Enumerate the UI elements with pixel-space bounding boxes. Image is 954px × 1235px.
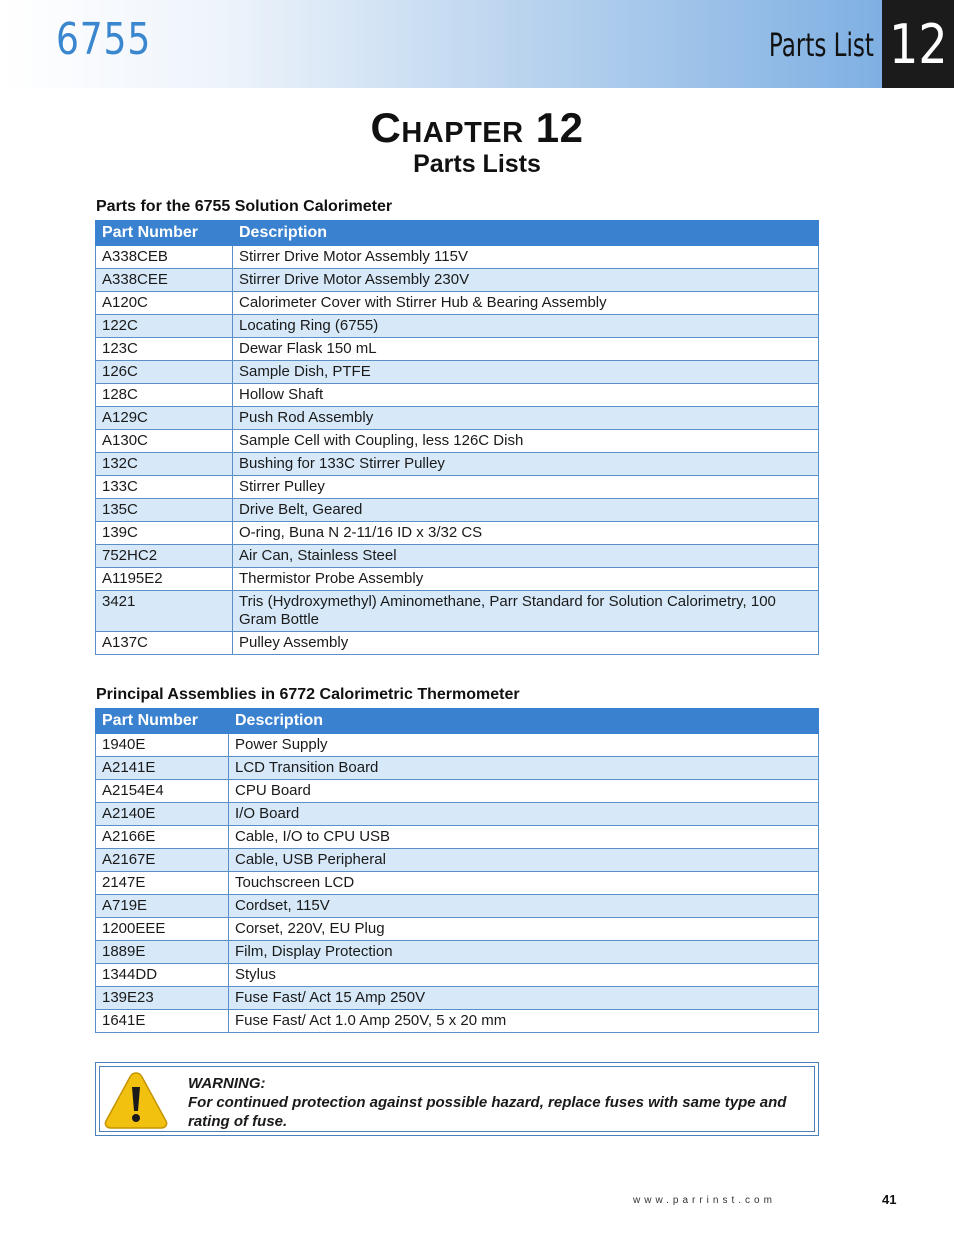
- table-row: [96, 476, 819, 499]
- part-number-cell: 133C: [96, 476, 233, 499]
- part-number-cell: 1344DD: [96, 964, 229, 987]
- part-number-cell: 132C: [96, 453, 233, 476]
- part-number-cell: A338CEE: [96, 269, 233, 292]
- description-cell: Corset, 220V, EU Plug: [229, 918, 819, 941]
- footer-url: www.parrinst.com: [633, 1195, 776, 1206]
- table-row: [96, 987, 819, 1010]
- description-cell: Stirrer Pulley: [233, 476, 819, 499]
- table-row: [96, 803, 819, 826]
- table-row: [96, 872, 819, 895]
- model-number: 6755: [56, 14, 152, 65]
- chapter-tab-number: 12: [888, 13, 948, 76]
- table-row: [96, 269, 819, 292]
- description-cell: Stirrer Drive Motor Assembly 115V: [233, 246, 819, 269]
- description-cell: Cable, I/O to CPU USB: [229, 826, 819, 849]
- description-cell: Sample Cell with Coupling, less 126C Dish: [233, 430, 819, 453]
- table-row: [96, 849, 819, 872]
- table-row: [96, 522, 819, 545]
- parts-table-6772: [95, 708, 819, 1033]
- warning-exclamation-icon: [104, 1071, 168, 1129]
- part-number-cell: A719E: [96, 895, 229, 918]
- column-header-part-number: Part Number: [96, 221, 233, 246]
- table-row: [96, 964, 819, 987]
- description-cell: Bushing for 133C Stirrer Pulley: [233, 453, 819, 476]
- table-row: [96, 568, 819, 591]
- description-cell: Stylus: [229, 964, 819, 987]
- chapter-title: Chapter 12: [370, 104, 584, 151]
- part-number-cell: 1889E: [96, 941, 229, 964]
- table-row: [96, 499, 819, 522]
- description-cell: Calorimeter Cover with Stirrer Hub & Bearing Assembly: [233, 292, 819, 315]
- parts-table-6755: [95, 220, 819, 655]
- description-cell: LCD Transition Board: [229, 757, 819, 780]
- description-cell: Dewar Flask 150 mL: [233, 338, 819, 361]
- part-number-cell: A2154E4: [96, 780, 229, 803]
- part-number-cell: A130C: [96, 430, 233, 453]
- table-row: [96, 430, 819, 453]
- table-row: [96, 292, 819, 315]
- column-header-description: Description: [233, 221, 819, 246]
- part-number-cell: A1195E2: [96, 568, 233, 591]
- description-cell: Cable, USB Peripheral: [229, 849, 819, 872]
- part-number-cell: 126C: [96, 361, 233, 384]
- table-row: [96, 246, 819, 269]
- description-cell: Fuse Fast/ Act 1.0 Amp 250V, 5 x 20 mm: [229, 1010, 819, 1033]
- table-row: [96, 895, 819, 918]
- description-cell: Stirrer Drive Motor Assembly 230V: [233, 269, 819, 292]
- description-cell: CPU Board: [229, 780, 819, 803]
- table-row: [96, 407, 819, 430]
- table-row: [96, 338, 819, 361]
- table-row: [96, 361, 819, 384]
- description-cell: O-ring, Buna N 2-11/16 ID x 3/32 CS: [233, 522, 819, 545]
- part-number-cell: A2166E: [96, 826, 229, 849]
- table2-heading: Principal Assemblies in 6772 Calorimetric Thermometer: [96, 686, 520, 703]
- part-number-cell: 123C: [96, 338, 233, 361]
- description-cell: Cordset, 115V: [229, 895, 819, 918]
- description-cell: Power Supply: [229, 734, 819, 757]
- part-number-cell: 752HC2: [96, 545, 233, 568]
- table-row: [96, 545, 819, 568]
- part-number-cell: 2147E: [96, 872, 229, 895]
- part-number-cell: A137C: [96, 632, 233, 655]
- part-number-cell: A120C: [96, 292, 233, 315]
- part-number-cell: A2167E: [96, 849, 229, 872]
- part-number-cell: 139E23: [96, 987, 229, 1010]
- part-number-cell: A2141E: [96, 757, 229, 780]
- part-number-cell: 1940E: [96, 734, 229, 757]
- table-row: [96, 453, 819, 476]
- description-cell: Push Rod Assembly: [233, 407, 819, 430]
- description-cell: Hollow Shaft: [233, 384, 819, 407]
- description-cell: Pulley Assembly: [233, 632, 819, 655]
- table-row: [96, 734, 819, 757]
- table-row: [96, 918, 819, 941]
- section-title: Parts List: [768, 26, 874, 64]
- part-number-cell: 1200EEE: [96, 918, 229, 941]
- table-row: [96, 384, 819, 407]
- page-number: 41: [882, 1192, 897, 1207]
- warning-box: [95, 1062, 819, 1136]
- table-row: [96, 757, 819, 780]
- description-cell: Locating Ring (6755): [233, 315, 819, 338]
- part-number-cell: 135C: [96, 499, 233, 522]
- warning-title: WARNING:: [188, 1075, 266, 1092]
- table-row: [96, 315, 819, 338]
- column-header-part-number: Part Number: [96, 709, 229, 734]
- part-number-cell: 122C: [96, 315, 233, 338]
- description-cell: Air Can, Stainless Steel: [233, 545, 819, 568]
- part-number-cell: A338CEB: [96, 246, 233, 269]
- column-header-description: Description: [229, 709, 819, 734]
- description-cell: I/O Board: [229, 803, 819, 826]
- table-row: [96, 826, 819, 849]
- description-cell: Tris (Hydroxymethyl) Aminomethane, Parr Standard for Solution Calorimetry, 100 Gram Bottle: [233, 591, 819, 632]
- table-row: [96, 632, 819, 655]
- description-cell: Film, Display Protection: [229, 941, 819, 964]
- description-cell: Touchscreen LCD: [229, 872, 819, 895]
- table-row: [96, 591, 819, 632]
- description-cell: Fuse Fast/ Act 15 Amp 250V: [229, 987, 819, 1010]
- chapter-subtitle: Parts Lists: [413, 150, 541, 178]
- table-row: [96, 941, 819, 964]
- part-number-cell: A2140E: [96, 803, 229, 826]
- description-cell: Sample Dish, PTFE: [233, 361, 819, 384]
- description-cell: Drive Belt, Geared: [233, 499, 819, 522]
- part-number-cell: 3421: [96, 591, 233, 632]
- description-cell: Thermistor Probe Assembly: [233, 568, 819, 591]
- part-number-cell: A129C: [96, 407, 233, 430]
- part-number-cell: 139C: [96, 522, 233, 545]
- chapter-tab: [882, 0, 954, 88]
- table1-heading: Parts for the 6755 Solution Calorimeter: [96, 198, 393, 215]
- warning-text: For continued protection against possible hazard, replace fuses with same type and rating of fuse.: [188, 1094, 787, 1130]
- part-number-cell: 1641E: [96, 1010, 229, 1033]
- part-number-cell: 128C: [96, 384, 233, 407]
- table-row: [96, 780, 819, 803]
- table-row: [96, 1010, 819, 1033]
